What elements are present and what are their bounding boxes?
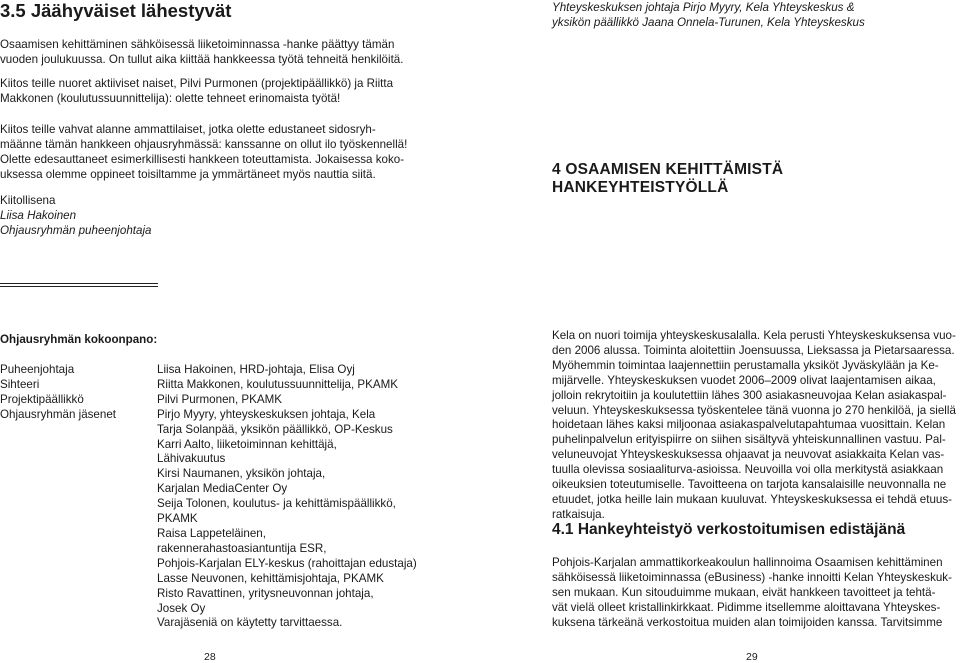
- text-line: vät vielä olleet kristallinkirkkaat. Pidimme itsellemme aloittavana Yhteyskes-: [552, 600, 941, 614]
- members-column: [157, 363, 417, 631]
- section-heading-3-5: 3.5 Jäähyväiset lähestyvät: [0, 0, 232, 21]
- text-line: Olette edesauttaneet esimerkillisesti hankkeen toteuttamista. Jokaisessa koko-: [0, 152, 405, 166]
- text-line: Pohjois-Karjalan ammattikorkeakoulun hallinnoima Osaamisen kehittäminen: [552, 556, 943, 569]
- text-line: sähköisessä liiketoiminnassa (eBusiness) -hanke innoitti Kelan Yhteyskeskuk-: [552, 570, 952, 584]
- member-line: Raisa Lappeteläinen,: [157, 526, 266, 540]
- member-line: rakennerahastoasiantuntija ESR,: [157, 541, 327, 555]
- member-line: Riitta Makkonen, koulutussuunnittelija, PKAMK: [157, 377, 399, 391]
- text-line: Kiitos teille vahvat alanne ammattilaiset, jotka olette edustaneet sidosryh-: [0, 123, 376, 136]
- text-line: Osaamisen kehittäminen sähköisessä liiketoiminnassa -hanke päättyy tämän: [0, 38, 395, 51]
- text-line: kuksena tärkeänä verkostoitua muiden alan toimijoiden kanssa. Tarvitsimme: [552, 615, 943, 629]
- text-line: Kiitos teille nuoret aktiiviset naiset, Pilvi Purmonen (projektipäällikkö) ja Riitta: [0, 77, 394, 90]
- text-line: etuudet, jotka heille lain mukaan kuuluvat. Yhteyskeskuksessa ei tehdä etuus-: [552, 492, 953, 506]
- member-line: Varajäseniä on käytetty tarvittaessa.: [157, 616, 343, 630]
- intro-paragraph: [0, 38, 403, 68]
- text-line: uksessa olemme oppineet toisiltamme ja ymmärtäneet myös nauttia siitä.: [0, 167, 376, 181]
- text-line: Yhteyskeskuksen johtaja Pirjo Myyry, Kela Yhteyskeskus &: [552, 1, 855, 14]
- member-line: Pohjois-Karjalan ELY-keskus (rahoittajan edustaja): [157, 556, 417, 570]
- signer-name: Liisa Hakoinen: [0, 208, 77, 222]
- member-line: Risto Ravattinen, yritysneuvonnan johtaja,: [157, 586, 374, 600]
- section-4-1-title: 4.1 Hankeyhteistyö verkostoitumisen edistäjänä: [552, 521, 906, 538]
- page-number-right: 29: [746, 651, 758, 663]
- text-line: ratkaisuja.: [552, 507, 605, 521]
- member-line: Josek Oy: [157, 601, 206, 615]
- member-line: Liisa Hakoinen, HRD-johtaja, Elisa Oyj: [157, 363, 355, 376]
- signature-block: [0, 194, 151, 239]
- body-paragraph-2: [552, 556, 952, 631]
- photo-caption: [552, 1, 865, 31]
- composition-heading: Ohjausryhmän kokoonpano:: [0, 333, 158, 346]
- member-line: Pirjo Myyry, yhteyskeskuksen johtaja, Kela: [157, 407, 376, 421]
- roles-column: [0, 363, 116, 423]
- text-line: den 2006 alussa. Toiminta aloitettiin Joensuussa, Lieksassa ja Pietarsaaressa.: [552, 343, 955, 357]
- page-number-left: 28: [204, 651, 216, 663]
- role-label: Ohjausryhmän jäsenet: [0, 407, 116, 421]
- text-line: Makkonen (koulutussuunnittelija): olette tehneet erinomaista työtä!: [0, 91, 341, 105]
- text-line: määnne tämän hankkeen ohjausryhmässä: kanssanne on ollut ilo työskennellä!: [0, 137, 408, 151]
- body-paragraph-1: [552, 329, 956, 523]
- member-line: Kirsi Naumanen, yksikön johtaja,: [157, 467, 326, 481]
- text-line: veluneuvojat Yhteyskeskuksessa ohjaavat ja neuvovat asiakkaita Kelan vas-: [552, 448, 945, 462]
- text-line: Myöhemmin toimintaa laajennettiin perustamalla yksiköt Jyväskylään ja Ke-: [552, 358, 939, 372]
- member-line: Pilvi Purmonen, PKAMK: [157, 392, 283, 406]
- member-line: Seija Tolonen, koulutus- ja kehittämispäällikkö,: [157, 497, 396, 511]
- section-4-title: 4 OSAAMISEN KEHITTÄMISTÄ HANKEYHTEISTYÖLLÄ: [552, 161, 784, 196]
- member-line: Karri Aalto, liiketoiminnan kehittäjä,: [157, 437, 337, 451]
- member-line: Lasse Neuvonen, kehittämisjohtaja, PKAMK: [157, 571, 384, 585]
- signer-title: Ohjausryhmän puheenjohtaja: [0, 223, 152, 237]
- divider-line: [0, 286, 158, 287]
- member-line: PKAMK: [157, 512, 198, 526]
- text-line: oikeuksien toteutumiselle. Tavoitteena on tarjota kansalaisille neuvonnalla ne: [552, 478, 947, 492]
- member-line: Tarja Solanpää, yksikön päällikkö, OP-Keskus: [157, 422, 393, 436]
- text-line: tuulla olevissa sosiaaliturva-asioissa. Neuvoilla voi olla merkitystä asiakkaan: [552, 463, 944, 477]
- thanks-paragraph-2: [0, 123, 407, 183]
- text-line: sen mukaan. Kun sitouduimme mukaan, eivät hankkeen tavoitteet ja tehtä-: [552, 585, 936, 599]
- text-line: Kela on nuori toimija yhteyskeskusalalla. Kela perusti Yhteyskeskuksensa vuo-: [552, 329, 956, 342]
- text-line: mijärvelle. Yhteyskeskuksen vuodet 2006–2009 olivat laajentamisen aikaa,: [552, 373, 936, 387]
- role-label: Projektipäällikkö: [0, 392, 84, 406]
- closing-text: Kiitollisena: [0, 194, 56, 207]
- text-line: yksikön päällikkö Jaana Onnela-Turunen, Kela Yhteyskeskus: [552, 15, 865, 29]
- member-line: Lähivakuutus: [157, 452, 226, 466]
- divider-line: [0, 283, 158, 284]
- text-line: vuoden joulukuussa. On tullut aika kiittää hankkeessa työtä tehneitä henkilöitä.: [0, 52, 404, 66]
- thanks-paragraph-1: [0, 77, 393, 107]
- role-label: Puheenjohtaja: [0, 363, 75, 376]
- text-line: jolloin rekrytoitiin ja koulutettiin lähes 300 asiakasneuvojaa Kelan asiakaspal-: [552, 388, 947, 402]
- text-line: puhelinpalvelun erityispiirre on siihen sisältyvä yhteiskunnallinen vastuu. Pal-: [552, 433, 946, 447]
- text-line: hoidetaan lähes kaksi miljoonaa asiakaspalvelutapahtumaa vuosittain. Kelan: [552, 418, 946, 432]
- text-line: veluun. Yhteyskeskuksessa työskentelee tänä vuonna jo 270 henkilöä, ja siellä: [552, 403, 956, 417]
- role-label: Sihteeri: [0, 377, 40, 391]
- member-line: Karjalan MediaCenter Oy: [157, 482, 288, 496]
